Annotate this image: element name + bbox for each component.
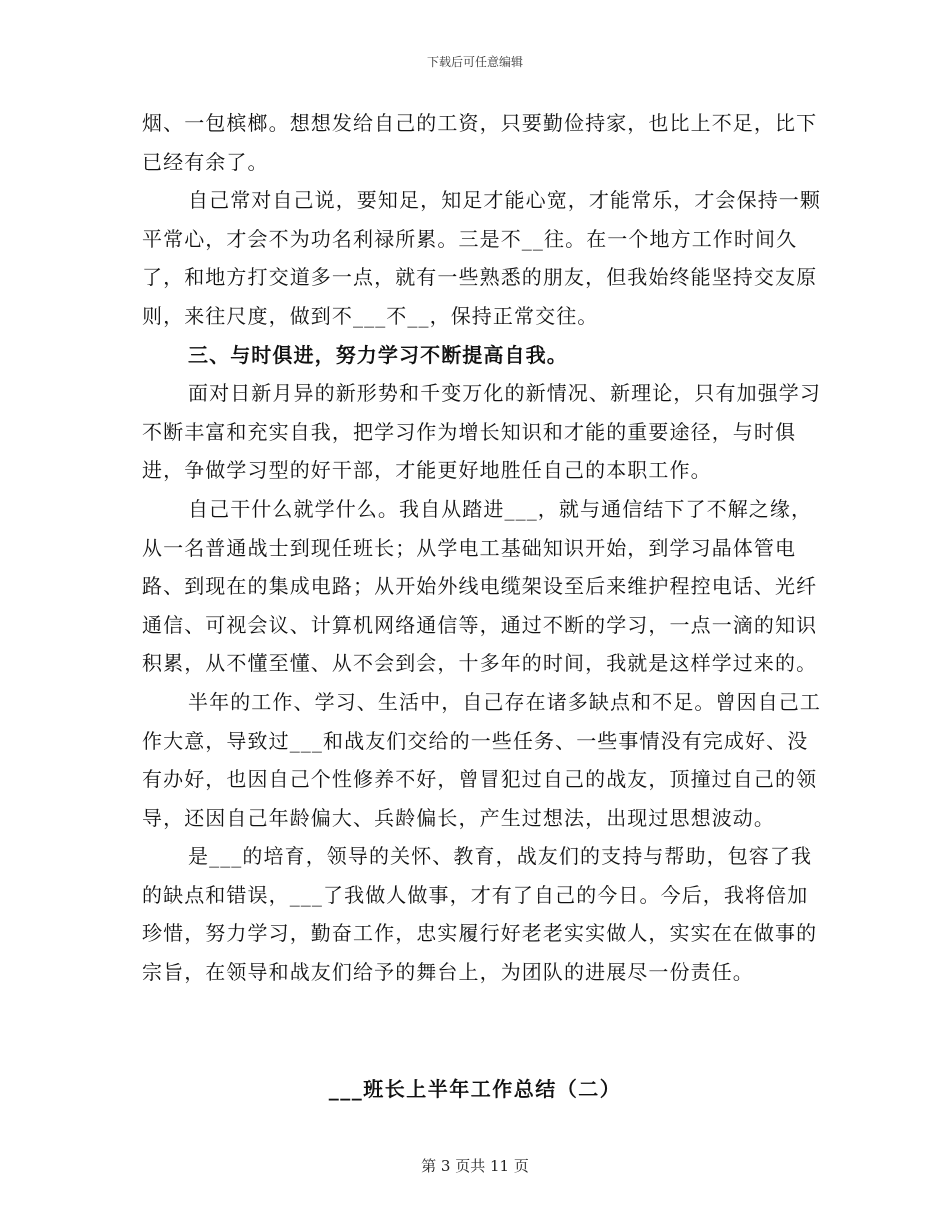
document-section-title: ___班长上半年工作总结（二） (328, 1077, 622, 1101)
paragraph-6: 是___的培育，领导的关怀、教育，战友们的支持与帮助，包容了我的缺点和错误，___了我做人做事，才有了自己的今日。今后，我将倍加珍惜，努力学习，勤奋工作，忠实履行好老老实实做人，实实在在做事的宗旨，在领导和战友们给予的舞台上，为团队的进展尽一份责任。 (142, 844, 818, 985)
paragraph-3: 面对日新月异的新形势和千变万化的新情况、新理论，只有加强学习不断丰富和充实自我，把学习作为增长知识和才能的重要途径，与时俱进，争做学习型的好干部，才能更好地胜任自己的本职工作。 (142, 381, 821, 483)
paragraph-2: 自己常对自己说，要知足，知足才能心宽，才能常乐，才会保持一颗平常心，才会不为功名利禄所累。三是不__往。在一个地方工作时间久了，和地方打交道多一点，就有一些熟悉的朋友，但我始终能坚持交友原则，来往尺度，做到不___不__，保持正常交往。 (142, 188, 821, 328)
paragraph-4: 自己干什么就学什么。我自从踏进___，就与通信结下了不解之缘，从一名普通战士到现任班长；从学电工基础知识开始，到学习晶体管电路、到现在的集成电路；从开始外线电缆架设至后来维护程控电话、光纤通信、可视会议、计算机网络通信等，通过不断的学习，一点一滴的知识积累，从不懂至懂、从不会到会，十多年的时间，我就是这样学过来的。 (142, 496, 818, 676)
section-heading: 三、与时俱进，努力学习不断提高自我。 (188, 342, 568, 367)
paragraph-5: 半年的工作、学习、生活中，自己存在诸多缺点和不足。曾因自己工作大意，导致过___和战友们交给的一些任务、一些事情没有完成好、没有办好，也因自己个性修养不好，曾冒犯过自己的战友，顶撞过自己的领导，还因自己年龄偏大、兵龄偏长，产生过想法，出现过思想波动。 (142, 689, 821, 830)
document-body (142, 104, 822, 992)
page-header-note: 下载后可任意编辑 (426, 55, 523, 69)
page-number: 第 3 页共 11 页 (421, 1157, 529, 1175)
paragraph-1: 烟、一包槟榔。想想发给自己的工资，只要勤俭持家，也比上不足，比下已经有余了。 (142, 111, 818, 174)
